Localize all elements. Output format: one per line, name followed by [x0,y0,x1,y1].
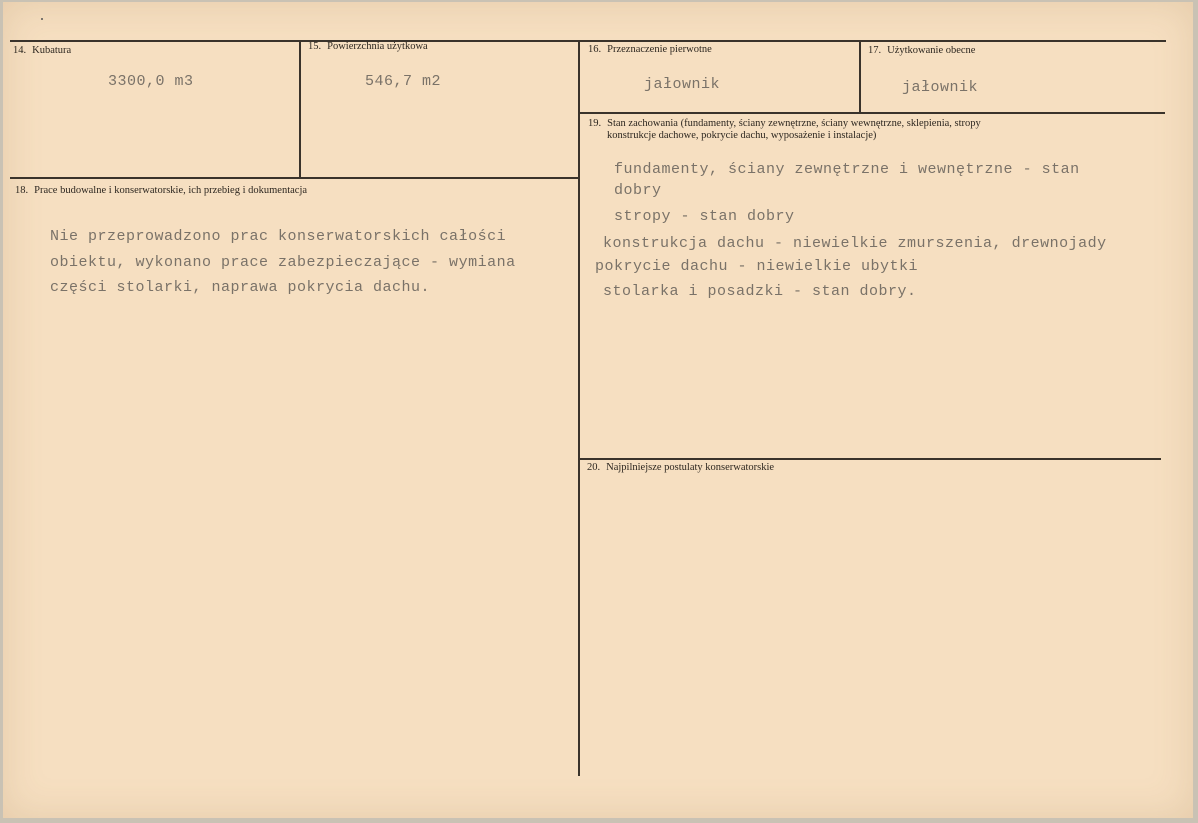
field-14-value: 3300,0 m3 [108,73,194,90]
record-card [3,2,1193,818]
field-16-value: jałownik [644,76,721,93]
field-19-label-line2: konstrukcje dachowe, pokrycie dachu, wyposażenie i instalacje) [607,130,877,141]
field-16-label [588,43,712,56]
field-19-line-1: fundamenty, ściany zewnętrzne i wewnętrzne - stan [614,161,1080,178]
field-14-title: Kubatura [32,45,72,56]
field-20-number: 20. [587,462,601,473]
field-17-title: Użytkowanie obecne [887,45,976,56]
divider-16-17 [859,41,861,112]
field-19-line-3: stropy - stan dobry [614,208,795,225]
field-19-line-4: konstrukcja dachu - niewielkie zmurszenia, drewnojady [603,235,1107,252]
field-19-line-2: dobry [614,182,662,199]
rule-above-18 [10,177,579,179]
rule-above-20 [580,458,1161,460]
field-16-title: Przeznaczenie pierwotne [607,44,712,55]
field-18-line-2: obiektu, wykonano prace zabezpieczające - wymiana [50,254,516,271]
field-14-number: 14. [13,45,27,56]
top-rule [10,40,1166,42]
field-14-label [13,44,71,57]
field-18-number: 18. [15,185,29,196]
field-15-label [308,40,428,53]
ink-speck [41,18,43,20]
field-20-title: Najpilniejsze postulaty konserwatorskie [606,462,775,473]
field-19-line-6: stolarka i posadzki - stan dobry. [603,283,917,300]
center-divider [578,41,580,776]
field-18-label [15,184,307,197]
field-15-title: Powierzchnia użytkowa [327,41,428,52]
field-18-line-1: Nie przeprowadzono prac konserwatorskich całości [50,228,507,245]
divider-14-15 [299,41,301,177]
field-18-line-3: części stolarki, naprawa pokrycia dachu. [50,279,431,296]
field-15-value: 546,7 m2 [365,73,442,90]
field-18-title: Prace budowalne i konserwatorskie, ich przebieg i dokumentacja [34,185,308,196]
rule-above-19 [580,112,1165,114]
field-15-number: 15. [308,41,322,52]
field-16-number: 16. [588,44,602,55]
field-19-title-line1: Stan zachowania (fundamenty, ściany zewnętrzne, ściany wewnętrzne, sklepienia, stropy [607,118,981,129]
field-17-number: 17. [868,45,882,56]
field-20-label [587,461,774,474]
field-17-value: jałownik [902,79,979,96]
field-19-number: 19. [588,118,602,129]
field-19-line-5: pokrycie dachu - niewielkie ubytki [595,258,919,275]
field-17-label [868,44,975,57]
